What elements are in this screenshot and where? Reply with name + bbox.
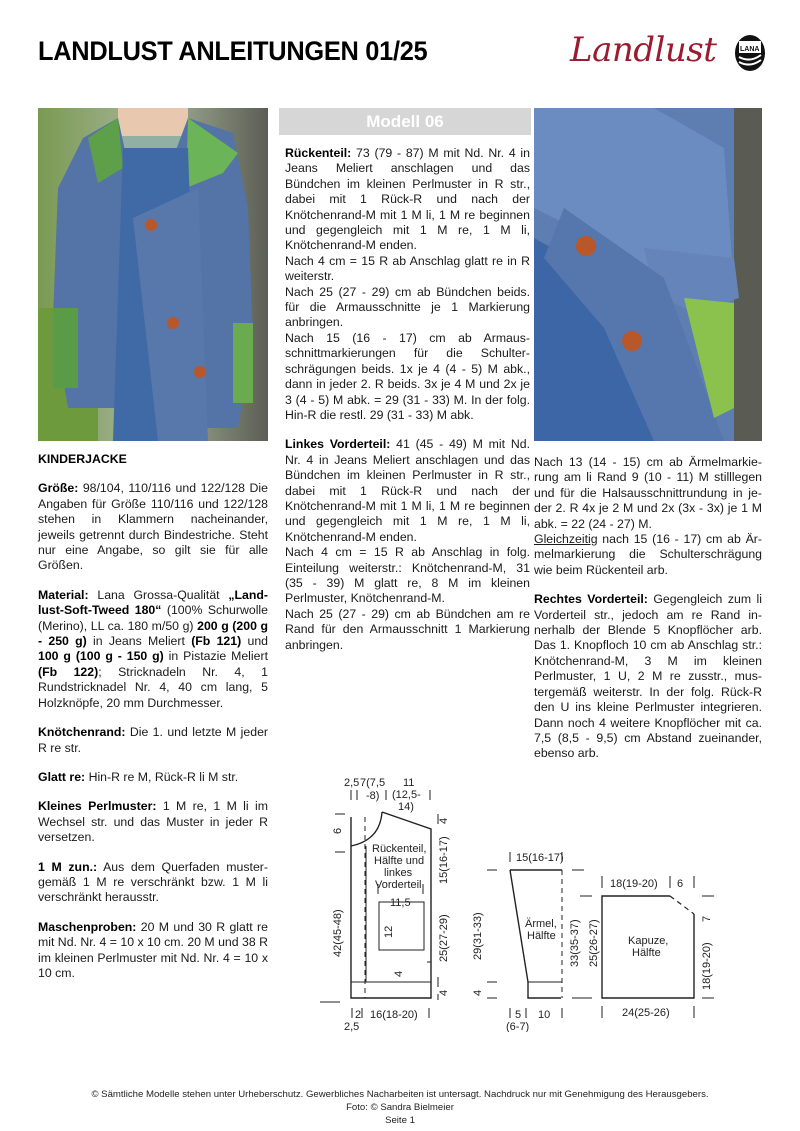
right-front-text: Gegengleich zum li Vorderteil str., jedoch am re Rand innerhalb der Blende 5 Knopflöcher arb. Das 1. Knopfloch 10 cm ab Anschlag str.: Knötchenrand-M, 3 M im kleinen Perlmuster, 1 U, 2 M re zusstr., mustergemäß weiterstr. In der folg. Rück-R den U ins kleine Perlmuster integrieren. Dann noch 4 weitere Knopflöcher mit ca. 7,5 (8,5 - 9,5) cm Abstand zueinander, ebenso arb. xyxy=(534,592,763,761)
dim-sleeve-top: 15(16-17) xyxy=(516,852,564,864)
dim-pocket-width: 11,5 xyxy=(390,897,411,909)
material-text: in Pistazie Meliert xyxy=(163,649,268,664)
seed-stitch-section xyxy=(38,799,268,845)
gauge-text: 20 M und 30 R glatt re mit Nd. Nr. 4 = 10 x 10 cm. 20 M und 38 R im kleinen Perlmuster mit Nd. Nr. 4 = 10 x 10 cm. xyxy=(38,919,268,980)
dim-armhole: 15(16-17) xyxy=(438,836,450,884)
dim-top-left: 2,5 xyxy=(344,777,360,789)
column-back-left-front xyxy=(285,146,530,653)
dim-hood-corner-h: 7 xyxy=(701,915,713,922)
dim-sleeve-taper-2: (6-7) xyxy=(506,1021,530,1032)
dim-shoulder-drop: 4 xyxy=(438,817,450,824)
material-text: Lana Grossa-Qualität xyxy=(88,587,229,602)
dim-body-height: 25(27-29) xyxy=(438,914,450,962)
pattern-schematics xyxy=(310,772,780,1032)
material-label: Material: xyxy=(38,587,89,602)
left-front-section xyxy=(285,437,530,545)
left-front-text: 41 (45 - 49) M mit Nd. Nr. 4 in Jeans Meliert anschlagen und das Bündchen im kleinen Perlmuster in R str., dabei mit 1 Rück-R und nach der Knötchenrand-M mit 1 M li, 1 M re beginnen und gegengleich mit 1 M re, 1 M li, Knötchenrand-M enden. xyxy=(285,437,530,544)
back-text: Nach 25 (27 - 29) cm ab Bündchen beids. für die Armausschnitte je 1 Markierung anbringen. xyxy=(285,284,530,330)
stockinette-label: Glatt re: xyxy=(38,769,86,784)
svg-text:LANA: LANA xyxy=(740,46,760,53)
material-text: ; Stricknadeln Nr. 4, 1 Rundstricknadel Nr. 4, 40 cm lang, 5 Holzknöpfe, 20 mm Durchmesser. xyxy=(38,664,268,710)
right-front-section xyxy=(534,592,762,761)
hood-label: Hälfte xyxy=(632,947,661,959)
dim-sleeve-rib: 4 xyxy=(472,989,484,996)
shoulder-text-body: nach 15 (16 - 17) cm ab Ärmelmarkierung die Schulterschrägung wie beim Rückenteil arb. xyxy=(534,532,762,577)
column-info xyxy=(38,452,268,995)
copyright-notice: © Sämtliche Modelle stehen unter Urheberschutz. Gewerbliches Nacharbeiten ist untersagt. Nachdruck nur mit Genehmigung des Herausgebers. xyxy=(91,1089,709,1100)
sleeve-labels xyxy=(472,852,581,1032)
dim-shoulder-2: (12,5- xyxy=(392,789,421,801)
dim-neck-width: 7(7,5 xyxy=(360,777,386,789)
dim-pocket-height: 12 xyxy=(383,925,395,938)
material-amount: 100 g (100 g - 150 g) xyxy=(38,649,164,664)
edge-text: Die 1. und letzte M jeder R re str. xyxy=(38,725,268,755)
dim-sleeve-total: 33(35-37) xyxy=(569,919,581,967)
column-right-front xyxy=(534,455,762,776)
photo-cardigan-detail-icon xyxy=(534,108,762,441)
dim-sleeve-bottom: 10 xyxy=(538,1009,551,1021)
left-front-text: Nach 4 cm = 15 R ab Anschlag in folg. Einteilung weiterstr.: Knötchenrand-M, 31 (35 - 39) M glatt re, 8 M im kleinen Perlmuster, Knötchenrand-M. xyxy=(285,545,530,606)
increase-section xyxy=(38,860,268,906)
dim-neck-width-2: -8) xyxy=(366,790,380,802)
right-front-label: Rechtes Vorderteil: xyxy=(534,592,648,607)
schematic-label: Rückenteil, xyxy=(372,843,427,855)
material-section xyxy=(38,588,268,711)
back-text: Nach 4 cm = 15 R ab Anschlag glatt re in R weiterstr. xyxy=(285,253,530,284)
dim-pocket-bottom: 4 xyxy=(393,970,405,977)
dim-hood-height: 25(26-27) xyxy=(588,919,600,967)
dim-shoulder: 11 xyxy=(403,777,415,789)
dim-band: 2 xyxy=(355,1009,362,1021)
material-text: in Jeans Meliert xyxy=(86,634,192,649)
size-section xyxy=(38,481,268,573)
dim-hood-corner-w: 6 xyxy=(677,878,684,890)
back-section xyxy=(285,146,530,254)
schematic-label: Vorderteil xyxy=(375,879,422,891)
material-color-code: (Fb 121) xyxy=(191,634,242,649)
left-front-label: Linkes Vorderteil: xyxy=(285,437,391,452)
edge-section xyxy=(38,725,268,756)
simultaneously-word: Gleichzeitig xyxy=(534,532,598,547)
dim-shoulder-3: 14) xyxy=(398,801,414,813)
dim-neck-depth: 6 xyxy=(332,827,344,834)
material-yarn: „Landlust-Soft-Tweed 180“ xyxy=(38,587,268,618)
size-label: Größe: xyxy=(38,481,79,496)
dim-sleeve-taper: 5 xyxy=(515,1009,522,1021)
page-number: Seite 1 xyxy=(385,1115,415,1126)
back-label: Rückenteil: xyxy=(285,146,352,160)
material-text: und xyxy=(241,634,268,649)
photo-child-cardigan-icon xyxy=(38,108,268,441)
material-text: (100% Schurwolle (Merino), LL ca. 180 m/50 g) xyxy=(38,603,268,633)
lana-grossa-logo-icon xyxy=(733,33,767,73)
dim-hood-right: 18(19-20) xyxy=(701,942,713,990)
document-title: LANDLUST ANLEITUNGEN 01/25 xyxy=(38,36,428,66)
dim-sleeve-height: 29(31-33) xyxy=(472,912,484,960)
schematic-label: linkes xyxy=(384,867,413,879)
increase-label: 1 M zun.: xyxy=(38,859,98,874)
dim-bottom-left: 2,5 xyxy=(344,1021,360,1032)
back-front-schematic xyxy=(320,790,438,1018)
back-text: Nach 15 (16 - 17) cm ab Armausschnittmarkierungen für die Schulterschrägungen beids. 1x je 4 (4 - 5) M abk., dann in jeder 2. R beids. 3x je 4 M und 2x je 3 (4 - 5) M abk. = 29 (31 - 33) M. In der folg. Hin-R die restl. 29 (31 - 33) M abk. xyxy=(285,330,530,422)
shoulder-text xyxy=(534,532,762,578)
landlust-logo: Landlust xyxy=(570,30,717,70)
dim-rib-height: 4 xyxy=(438,989,450,996)
dim-width: 16(18-20) xyxy=(370,1009,418,1021)
left-front-text: Nach 25 (27 - 29) cm ab Bündchen am re Rand für den Armausschnitt 1 Markierung anbringen. xyxy=(285,606,530,652)
stockinette-section xyxy=(38,770,268,785)
dim-total-height: 42(45-48) xyxy=(332,909,344,957)
size-text: 98/104, 110/116 und 122/128 Die Angaben für Größe 110/116 und 122/128 stehen in Klammern nacheinander, jeweils getrennt durch Bindestriche. Steht nur eine Angabe, so gilt sie für alle Größen. xyxy=(38,481,268,573)
schematic-label: Hälfte und xyxy=(374,855,425,867)
back-text: 73 (79 - 87) M mit Nd. Nr. 4 in Jeans Meliert anschlagen und das Bündchen im kleinen Perlmuster in R str., dabei mit 1 Rück-R und nach der Knötchenrand-M mit 1 M li, 1 M re beginnen und gegengleich mit 1 M re, 1 M li, Knötchenrand-M enden. xyxy=(285,146,530,253)
photo-child-cardigan xyxy=(38,108,268,441)
material-amount: 200 g (200 g - 250 g) xyxy=(38,618,269,649)
hood-label: Kapuze, xyxy=(628,935,669,947)
gauge-label: Maschenproben: xyxy=(38,919,137,934)
neck-text: Nach 13 (14 - 15) cm ab Ärmelmarkierung am li Rand 9 (10 - 11) M stilllegen und für die Halsausschnittrundung in jeder 2. R 4x je 2 M und 2x (3x - 3x) je 1 M abk. = 22 (24 - 27) M. xyxy=(534,455,762,531)
footer xyxy=(0,1088,800,1127)
dim-hood-top: 18(19-20) xyxy=(610,878,658,890)
pattern-title: KINDERJACKE xyxy=(38,452,127,466)
increase-text: Aus dem Querfaden mustergemäß 1 M re verschränkt bzw. 1 M li verschränkt herausstr. xyxy=(38,859,268,905)
dim-hood-bottom: 24(25-26) xyxy=(622,1007,670,1019)
photo-credit: Foto: © Sandra Bielmeier xyxy=(346,1102,454,1113)
gauge-section xyxy=(38,920,268,982)
edge-label: Knötchenrand: xyxy=(38,725,126,740)
material-color-code: (Fb 122) xyxy=(38,664,99,679)
photo-cardigan-detail xyxy=(534,108,762,441)
sleeve-label: Hälfte xyxy=(527,930,556,942)
seed-stitch-text: 1 M re, 1 M li im Wechsel str. und das Muster in jeder R versetzen. xyxy=(38,799,268,845)
stockinette-text: Hin-R re M, Rück-R li M str. xyxy=(85,769,239,784)
sleeve-label: Ärmel, xyxy=(525,918,557,930)
model-banner: Modell 06 xyxy=(279,108,531,135)
seed-stitch-label: Kleines Perlmuster: xyxy=(38,799,157,814)
